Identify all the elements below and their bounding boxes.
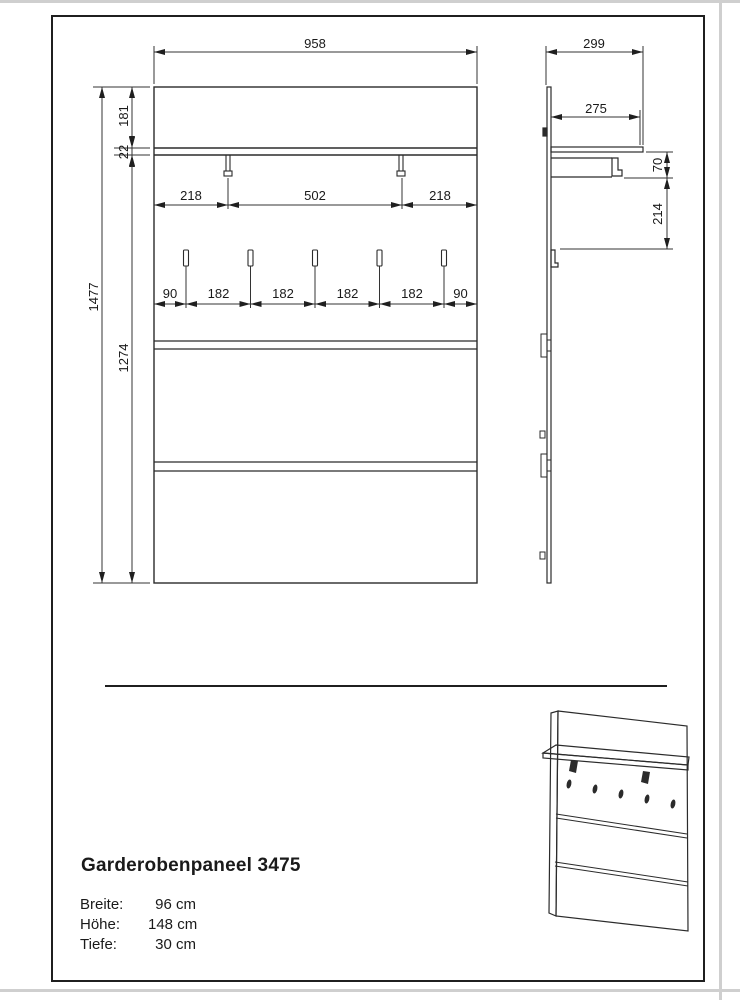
spec-label-depth: Tiefe:: [80, 936, 117, 953]
dim-hook-1: 182: [207, 286, 230, 301]
front-mounting-rails: [154, 341, 477, 471]
dim-top-to-shelf: 181: [116, 105, 131, 127]
dim-hook-4: 182: [401, 286, 423, 301]
spec-row-depth: [80, 935, 196, 955]
illu-mounting-rails: [555, 814, 688, 886]
hook-3: [313, 250, 318, 266]
dim-hook-2: 182: [272, 286, 294, 301]
side-hook-profile: [551, 250, 558, 267]
hook-1: [184, 250, 189, 266]
spec-table: [80, 895, 196, 955]
front-hooks-row: [184, 250, 447, 266]
spec-value-width: 96 cm: [155, 896, 196, 913]
dim-shelf-depth: 275: [585, 101, 607, 116]
illu-shelf-front: [543, 753, 688, 770]
front-panel: [154, 87, 477, 583]
side-shelf: [551, 147, 643, 152]
dim-hook-5: 90: [453, 286, 468, 301]
dim-depth: 299: [583, 36, 605, 51]
front-shelf-bracket-right: [397, 155, 405, 176]
spec-label-width: Breite:: [80, 896, 124, 913]
side-top-clip: [543, 128, 547, 136]
spec-value-depth: 30 cm: [155, 936, 196, 953]
dim-below-shelf-height: 1274: [116, 343, 131, 373]
hook-2: [248, 250, 253, 266]
hook-4: [377, 250, 382, 266]
dim-bracket-span: 502: [304, 188, 326, 203]
illustration-3d: [543, 711, 689, 931]
dim-total-height: 1477: [86, 282, 101, 312]
hook-5: [442, 250, 447, 266]
side-anchor-upper: [540, 431, 545, 438]
illu-hooks: [566, 779, 676, 809]
spec-row-width: [80, 895, 196, 915]
front-shelf: [154, 148, 477, 155]
dim-rail-to-hook: 214: [650, 203, 665, 225]
side-view: [540, 87, 643, 583]
side-wall-clip-upper: [541, 334, 551, 357]
dim-shelf-thickness: 22: [116, 144, 131, 160]
front-view: [154, 87, 477, 583]
side-hanging-rail: [551, 158, 622, 177]
dim-hook-0: 90: [162, 286, 178, 301]
dim-hook-3: 182: [336, 286, 359, 301]
dim-rail-below-shelf: 70: [650, 157, 665, 173]
dim-bracket-right: 218: [429, 188, 451, 203]
spec-row-height: [80, 915, 196, 935]
spec-label-height: Höhe:: [80, 916, 121, 933]
spec-value-height: 148 cm: [148, 916, 198, 933]
front-view-dimensions: [93, 46, 477, 583]
front-shelf-bracket-left: [224, 155, 232, 176]
dim-front-width: 958: [304, 36, 326, 51]
side-panel: [547, 87, 551, 583]
product-title: Garderobenpaneel 3475: [81, 855, 301, 876]
dim-bracket-left: 218: [180, 188, 202, 203]
side-view-dimension-labels: [583, 36, 665, 225]
side-wall-clip-lower: [541, 454, 551, 477]
side-anchor-lower: [540, 552, 545, 559]
